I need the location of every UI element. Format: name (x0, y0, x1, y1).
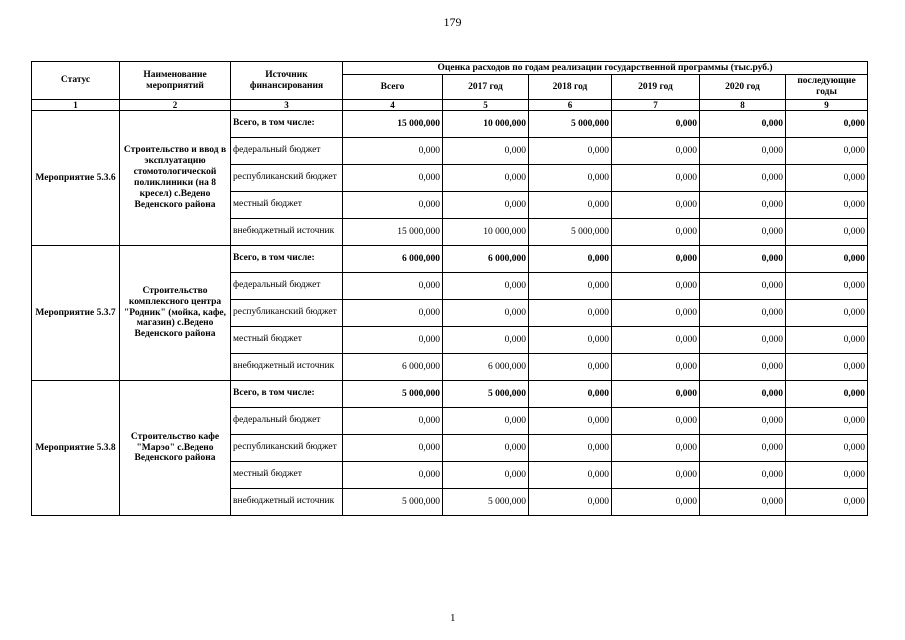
amount-cell: 15 000,000 (343, 219, 443, 246)
table-row-total (32, 381, 868, 408)
amount-cell: 0,000 (786, 273, 868, 300)
amount-cell: 0,000 (612, 435, 700, 462)
amount-cell: 0,000 (529, 300, 612, 327)
amount-cell: 0,000 (529, 489, 612, 516)
amount-cell: 0,000 (612, 327, 700, 354)
amount-cell: 0,000 (700, 354, 786, 381)
amount-cell: 0,000 (786, 300, 868, 327)
amount-cell: 0,000 (343, 327, 443, 354)
column-number: 9 (786, 100, 868, 111)
funding-source: внебюджетный источник (231, 489, 343, 516)
column-number: 1 (32, 100, 120, 111)
amount-cell: 0,000 (700, 435, 786, 462)
funding-source: республиканский бюджет (231, 435, 343, 462)
amount-cell: 0,000 (786, 111, 868, 138)
funding-source: федеральный бюджет (231, 138, 343, 165)
amount-cell: 0,000 (700, 111, 786, 138)
amount-cell: 0,000 (529, 462, 612, 489)
amount-cell: 0,000 (529, 165, 612, 192)
amount-cell: 0,000 (529, 435, 612, 462)
column-number: 4 (343, 100, 443, 111)
table-body (32, 111, 868, 516)
column-number: 2 (120, 100, 231, 111)
table-row-total (32, 246, 868, 273)
amount-cell: 0,000 (443, 462, 529, 489)
page-number: 179 (443, 15, 462, 29)
amount-cell: 0,000 (700, 138, 786, 165)
event-status: Мероприятие 5.3.6 (32, 111, 120, 246)
amount-cell: 0,000 (443, 408, 529, 435)
amount-cell: 0,000 (700, 408, 786, 435)
amount-cell: 0,000 (443, 138, 529, 165)
amount-cell: 10 000,000 (443, 219, 529, 246)
event-name: Строительство и ввод в эксплуатацию стомотологической поликлиники (на 8 кресел) с.Ведено Веденского района (120, 111, 231, 246)
funding-source: республиканский бюджет (231, 165, 343, 192)
amount-cell: 0,000 (343, 300, 443, 327)
column-number: 8 (700, 100, 786, 111)
amount-cell: 0,000 (343, 408, 443, 435)
amount-cell: 0,000 (612, 273, 700, 300)
funding-source: Всего, в том числе: (231, 381, 343, 408)
amount-cell: 0,000 (529, 138, 612, 165)
event-status: Мероприятие 5.3.7 (32, 246, 120, 381)
amount-cell: 5 000,000 (343, 381, 443, 408)
amount-cell: 0,000 (786, 219, 868, 246)
header-status: Статус (32, 62, 120, 100)
amount-cell: 6 000,000 (443, 246, 529, 273)
amount-cell: 0,000 (343, 435, 443, 462)
amount-cell: 0,000 (443, 327, 529, 354)
amount-cell: 6 000,000 (343, 354, 443, 381)
amount-cell: 6 000,000 (443, 354, 529, 381)
amount-cell: 0,000 (786, 381, 868, 408)
amount-cell: 5 000,000 (529, 219, 612, 246)
amount-cell: 0,000 (700, 219, 786, 246)
amount-cell: 0,000 (700, 273, 786, 300)
amount-cell: 0,000 (443, 435, 529, 462)
amount-cell: 0,000 (786, 462, 868, 489)
header-year-later: последующие годы (786, 75, 868, 100)
event-name: Строительство кафе "Марэо" с.Ведено Веденского района (120, 381, 231, 516)
amount-cell: 0,000 (443, 192, 529, 219)
amount-cell: 0,000 (700, 246, 786, 273)
amount-cell: 0,000 (343, 165, 443, 192)
header-estimate: Оценка расходов по годам реализации государственной программы (тыс.руб.) (343, 62, 868, 75)
funding-source: федеральный бюджет (231, 273, 343, 300)
amount-cell: 0,000 (529, 408, 612, 435)
column-number: 5 (443, 100, 529, 111)
funding-source: республиканский бюджет (231, 300, 343, 327)
amount-cell: 0,000 (612, 354, 700, 381)
amount-cell: 0,000 (786, 489, 868, 516)
amount-cell: 0,000 (786, 435, 868, 462)
header-year-2018: 2018 год (529, 75, 612, 100)
amount-cell: 0,000 (612, 462, 700, 489)
amount-cell: 0,000 (443, 165, 529, 192)
amount-cell: 0,000 (700, 192, 786, 219)
header-source: Источник финансирования (231, 62, 343, 100)
amount-cell: 0,000 (612, 246, 700, 273)
amount-cell: 0,000 (612, 219, 700, 246)
amount-cell: 0,000 (786, 246, 868, 273)
amount-cell: 0,000 (786, 354, 868, 381)
funding-source: местный бюджет (231, 462, 343, 489)
header-year-2017: 2017 год (443, 75, 529, 100)
amount-cell: 0,000 (700, 489, 786, 516)
amount-cell: 0,000 (612, 489, 700, 516)
table-row-total (32, 111, 868, 138)
amount-cell: 0,000 (343, 138, 443, 165)
amount-cell: 0,000 (529, 273, 612, 300)
amount-cell: 0,000 (343, 273, 443, 300)
amount-cell: 0,000 (612, 192, 700, 219)
amount-cell: 0,000 (612, 165, 700, 192)
amount-cell: 0,000 (700, 327, 786, 354)
amount-cell: 0,000 (700, 381, 786, 408)
header-year-total: Всего (343, 75, 443, 100)
amount-cell: 0,000 (529, 354, 612, 381)
header-event: Наименование мероприятий (120, 62, 231, 100)
funding-source: внебюджетный источник (231, 219, 343, 246)
funding-source: местный бюджет (231, 327, 343, 354)
event-status: Мероприятие 5.3.8 (32, 381, 120, 516)
footer-mark: 1 (450, 612, 456, 624)
amount-cell: 0,000 (529, 192, 612, 219)
funding-source: внебюджетный источник (231, 354, 343, 381)
amount-cell: 0,000 (612, 408, 700, 435)
amount-cell: 6 000,000 (343, 246, 443, 273)
funding-source: местный бюджет (231, 192, 343, 219)
amount-cell: 0,000 (443, 273, 529, 300)
amount-cell: 0,000 (612, 111, 700, 138)
header-year-2019: 2019 год (612, 75, 700, 100)
header-year-2020: 2020 год (700, 75, 786, 100)
amount-cell: 5 000,000 (529, 111, 612, 138)
amount-cell: 0,000 (612, 138, 700, 165)
amount-cell: 0,000 (443, 300, 529, 327)
amount-cell: 0,000 (700, 165, 786, 192)
amount-cell: 0,000 (786, 327, 868, 354)
amount-cell: 0,000 (529, 246, 612, 273)
amount-cell: 0,000 (612, 381, 700, 408)
column-number: 3 (231, 100, 343, 111)
amount-cell: 0,000 (700, 462, 786, 489)
amount-cell: 0,000 (786, 165, 868, 192)
funding-source: Всего, в том числе: (231, 111, 343, 138)
amount-cell: 0,000 (612, 300, 700, 327)
amount-cell: 10 000,000 (443, 111, 529, 138)
amount-cell: 0,000 (786, 192, 868, 219)
event-name: Строительство комплексного центра "Родник" (мойка, кафе, магазин) с.Ведено Веденского района (120, 246, 231, 381)
column-number: 6 (529, 100, 612, 111)
amount-cell: 0,000 (786, 138, 868, 165)
amount-cell: 5 000,000 (443, 489, 529, 516)
amount-cell: 0,000 (343, 192, 443, 219)
funding-source: Всего, в том числе: (231, 246, 343, 273)
amount-cell: 0,000 (343, 462, 443, 489)
amount-cell: 5 000,000 (443, 381, 529, 408)
funding-source: федеральный бюджет (231, 408, 343, 435)
amount-cell: 0,000 (700, 300, 786, 327)
amount-cell: 5 000,000 (343, 489, 443, 516)
amount-cell: 0,000 (529, 381, 612, 408)
amount-cell: 0,000 (529, 327, 612, 354)
budget-table (31, 61, 868, 516)
amount-cell: 15 000,000 (343, 111, 443, 138)
column-number: 7 (612, 100, 700, 111)
amount-cell: 0,000 (786, 408, 868, 435)
